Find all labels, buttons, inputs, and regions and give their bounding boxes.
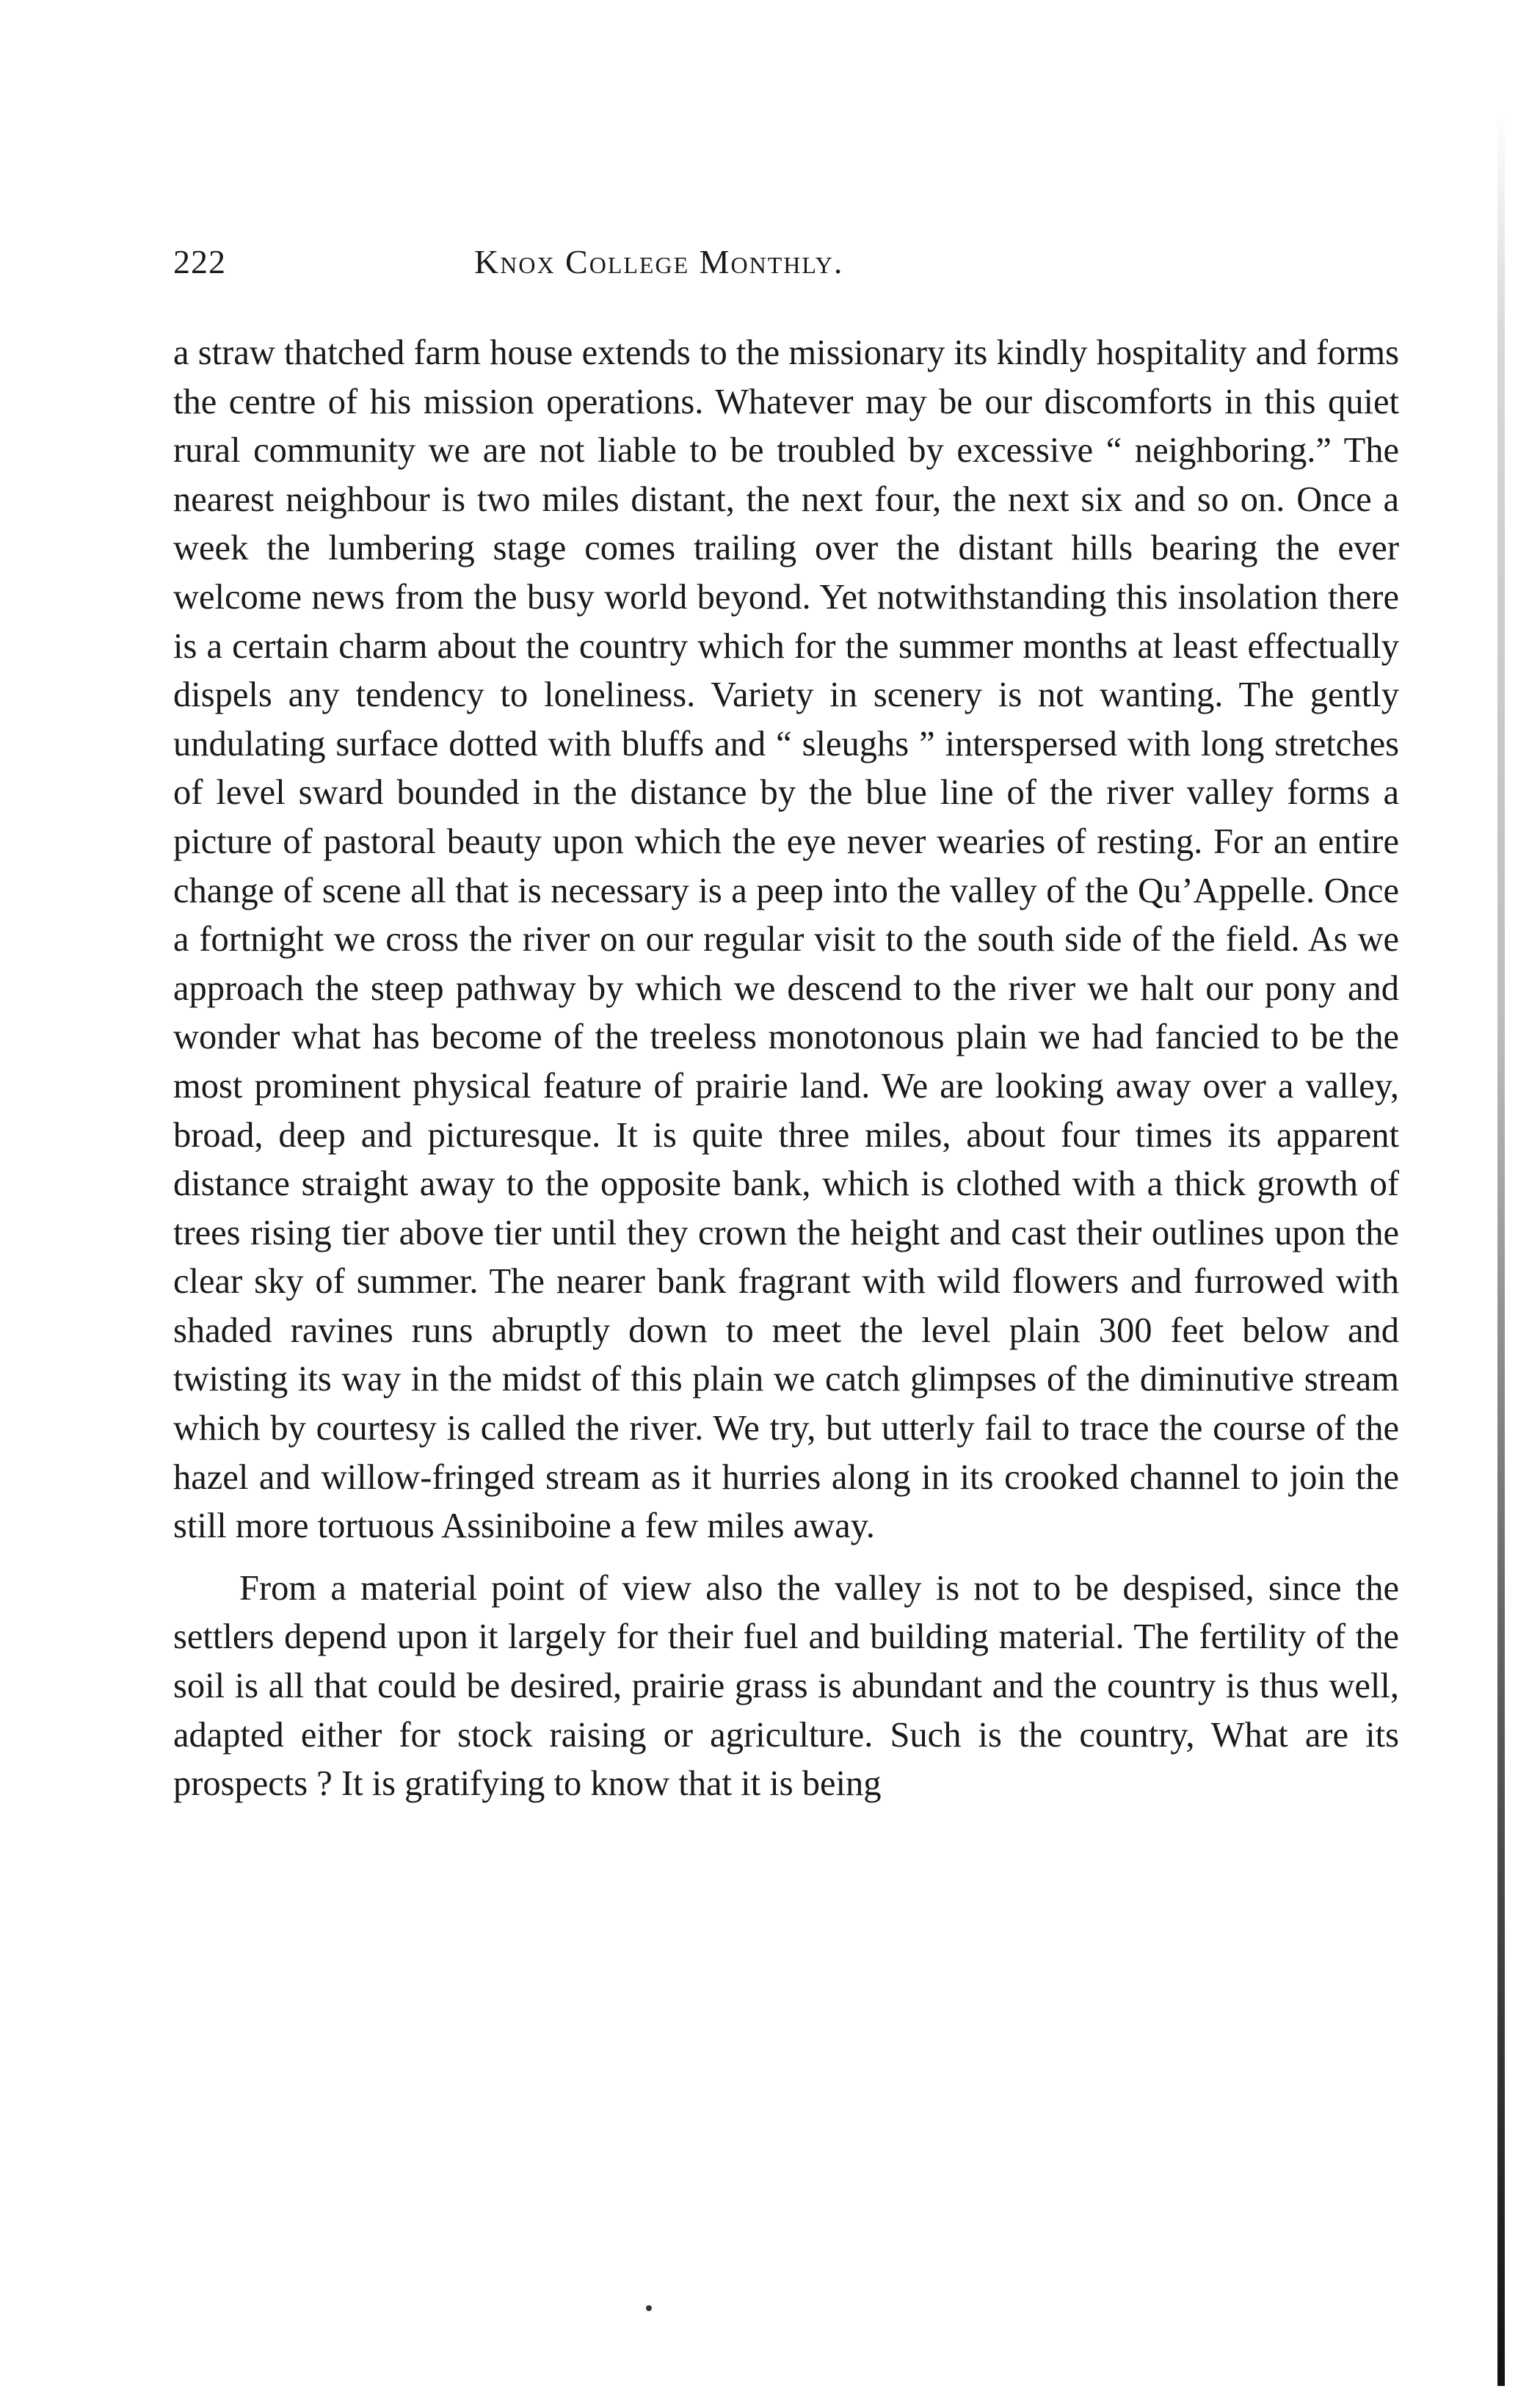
body-text (173, 329, 1399, 1809)
binding-edge (1497, 110, 1505, 2386)
page-number: 222 (173, 243, 226, 280)
paragraph-1: a straw thatched farm house extends to the missionary its kindly hospitality and forms the centre of his mission operations. Whatever may be our discomforts in this quiet rural community we are not liable to be troubled by excessive “ neighboring.” The nearest neighbour is two miles distant, the next four, the next six and so on. Once a week the lumbering stage comes trailing over the distant hills bearing the ever welcome news from the busy world beyond. Yet notwithstanding this insolation there is a certain charm about the country which for the summer months at least effectually dispels any tendency to loneliness. Variety in scenery is not wanting. The gently undulating surface dotted with bluffs and “ sleughs ” interspersed with long stretches of level sward bounded in the distance by the blue line of the river valley forms a picture of pastoral beauty upon which the eye never wearies of resting. For an entire change of scene all that is necessary is a peep into the valley of the Qu’Appelle. Once a fortnight we cross the river on our regular visit to the south side of the field. As we approach the steep pathway by which we descend to the river we halt our pony and wonder what has become of the treeless monotonous plain we had fancied to be the most prominent physical feature of prairie land. We are looking away over a valley, broad, deep and picturesque. It is quite three miles, about four times its apparent distance straight away to the opposite bank, which is clothed with a thick growth of trees rising tier above tier until they crown the height and cast their outlines upon the clear sky of summer. The nearer bank fragrant with wild flowers and furrowed with shaded ravines runs abruptly down to meet the level plain 300 feet below and twisting its way in the midst of this plain we catch glimpses of the diminutive stream which by courtesy is called the river. We try, but utterly fail to trace the course of the hazel and willow-fringed stream as it hurries along in its crooked channel to join the still more tortuous Assiniboine a few miles away. (173, 333, 1399, 1546)
page-header (173, 242, 1399, 294)
footer-dot (646, 2305, 652, 2311)
paragraph-2: From a material point of view also the valley is not to be despised, since the settlers depend upon it largely for their fuel and building material. The fertility of the soil is all that could be desired, prairie grass is abundant and the country is thus well, adapted either for stock raising or agriculture. Such is the country, What are its prospects ? It is gratifying to know that it is being (173, 1568, 1399, 1804)
running-head: Knox College Monthly. (474, 243, 844, 280)
